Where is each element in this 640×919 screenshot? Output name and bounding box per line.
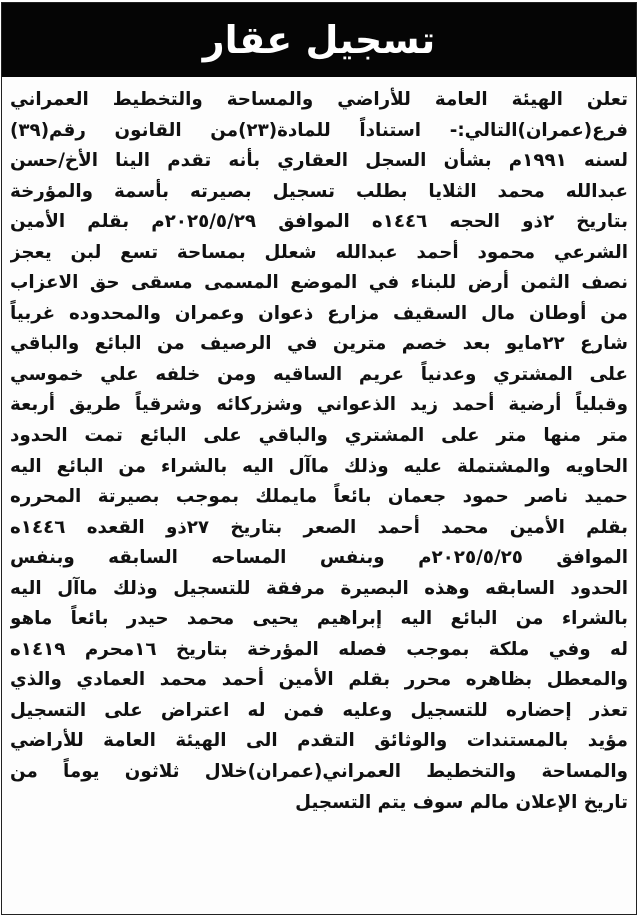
notice-line-final: تاريخ الإعلان مالم سوف يتم التسجيل [295,791,628,813]
notice-line: الحدود السابقه وهذه البصيرة مرفقة للتسجيل وذلك ماآل اليه [10,577,628,599]
notice-frame [1,2,637,915]
notice-line: مؤيد بالمستندات والوثائق التقدم الى الهيئة العامة للأراضي [10,730,628,752]
notice-line: حميد ناصر حمود جعمان بائعاً مايملك بموجب بصيرتة المحرره [10,486,628,508]
notice-line: عبدالله محمد الثلايا بطلب تسجيل بصيرته بأسمة والمؤرخة [10,180,628,202]
notice-line: وقبلياً أرضية أحمد زيد الذعواني وشزركائه وشرقياً طريق أربعة [10,394,628,416]
notice-line: فرع(عمران)التالي:- استناداً للمادة(٢٣)من القانون رقم(٣٩) [10,119,628,141]
notice-line: والمساحة والتخطيط العمراني(عمران)خلال ثلاثون يوماً من [10,761,628,783]
notice-line: بتاريخ ٢ذو الحجه ١٤٤٦ه الموافق ٢٠٢٥/٥/٢٩م بقلم الأمين [10,211,628,233]
notice-line: متر منها متر على المشتري والباقي على البائع تمت الحدود [10,425,628,447]
notice-line: والمعطل بظاهره محرر بقلم الأمين أحمد محمد العمادي والذي [10,669,628,691]
notice-line: نصف الثمن أرض للبناء في الموضع المسمى مسقى حق الاعزاب [10,272,628,294]
notice-line: شارع ٢٢مايو بعد خصم مترين في الرصيف من البائع والباقي [10,333,628,355]
notice-line: من أوطان مال السقيف مزارع ذعوان وعمران والمحدوده غربياً [10,302,628,324]
notice-line: الموافق ٢٠٢٥/٥/٢٥م وبنفس المساحه السابقه وبنفس [10,547,628,569]
notice-line: بقلم الأمين محمد أحمد الصعر بتاريخ ٢٧ذو القعده ١٤٤٦ه [10,516,628,538]
notice-line: الشرعي محمود أحمد عبدالله شعلل بمساحة تسع لبن يعجز [10,241,628,263]
notice-line: تعلن الهيئة العامة للأراضي والمساحة والتخطيط العمراني [10,89,628,110]
notice-body [10,85,628,910]
notice-line: الحاويه والمشتملة عليه وذلك ماآل اليه بالشراء من البائع اليه [10,455,628,477]
notice-line: على المشتري وعدنياً عريم الساقيه ومن خلفه علي خموسي [10,363,628,385]
notice-line: بالشراء من البائع اليه إبراهيم يحيى محمد حيدر بائعاً ماهو [10,608,628,630]
notice-line: له وفي ملكة بموجب فصله المؤرخة بتاريخ ١٦محرم ١٤١٩ه [10,638,628,660]
notice-line: تعذر إحضاره للتسجيل وعليه فمن له اعتراض على التسجيل [10,699,628,721]
notice-title: تسجيل عقار [202,18,436,62]
notice-line: لسنه ١٩٩١م بشأن السجل العقاري بأنه تقدم الينا الأخ/حسن [10,150,628,172]
title-bar [2,3,636,77]
